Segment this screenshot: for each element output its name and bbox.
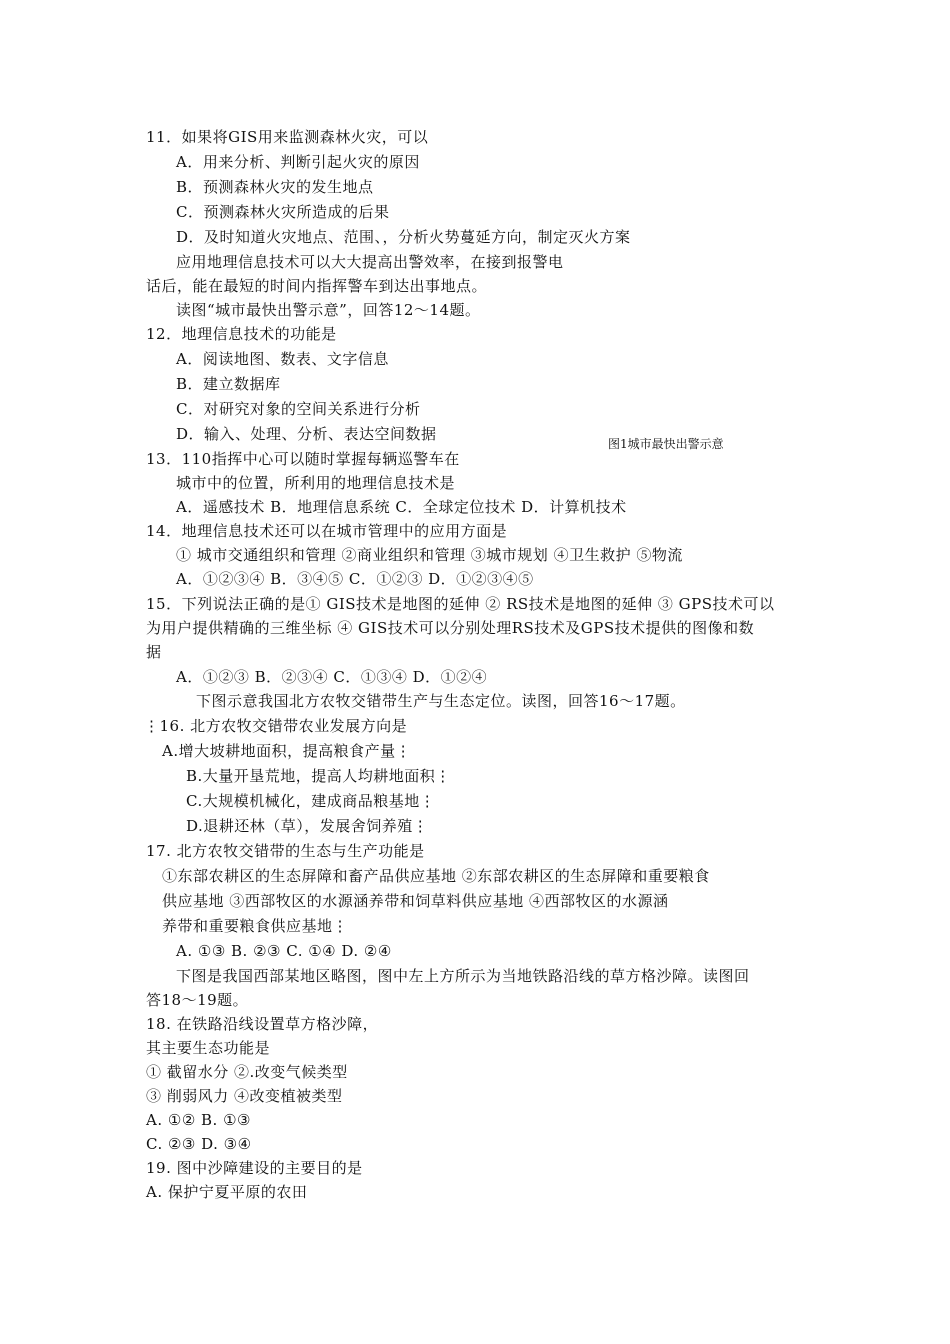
text-line: D.退耕还林（草），发展舍饲养殖⋮ (186, 817, 429, 835)
text-line: 18. 在铁路沿线设置草方格沙障， (146, 1015, 379, 1033)
text-line: B.大量开垦荒地，提高人均耕地面积⋮ (186, 767, 451, 785)
text-line: C．预测森林火灾所造成的后果 (176, 203, 390, 221)
text-line: 17. 北方农牧交错带的生态与生产功能是 (146, 842, 425, 860)
text-line: 应用地理信息技术可以大大提高出警效率，在接到报警电 (176, 253, 564, 271)
text-line: D．及时知道火灾地点、范围、，分析火势蔓延方向，制定灭火方案 (176, 228, 631, 246)
text-line: 15．下列说法正确的是① GIS技术是地图的延伸 ② RS技术是地图的延伸 ③ GPS技术可以 (146, 595, 775, 613)
text-line: ⋮16. 北方农牧交错带农业发展方向是 (144, 717, 408, 735)
text-line: 答18～19题。 (146, 991, 249, 1009)
text-line: ①东部农耕区的生态屏障和畜产品供应基地 ②东部农耕区的生态屏障和重要粮食 (162, 867, 710, 885)
text-line: ① 城市交通组织和管理 ②商业组织和管理 ③城市规划 ④卫生救护 ⑤物流 (176, 546, 683, 564)
text-line: 下图示意我国北方农牧交错带生产与生态定位。读图，回答16～17题。 (196, 692, 686, 710)
text-line: 14．地理信息技术还可以在城市管理中的应用方面是 (146, 522, 508, 540)
text-line: 19. 图中沙障建设的主要目的是 (146, 1159, 363, 1177)
text-line: 城市中的位置，所利用的地理信息技术是 (176, 474, 456, 492)
text-line: C.大规模机械化，建成商品粮基地⋮ (186, 792, 436, 810)
text-line: A.增大坡耕地面积，提高粮食产量⋮ (162, 742, 412, 760)
text-line: D．输入、处理、分析、表达空间数据 (176, 425, 437, 443)
text-line: B．建立数据库 (176, 375, 281, 393)
text-line: 据 (146, 643, 162, 661)
text-line: A. ①② B. ①③ (146, 1111, 251, 1129)
text-line: 11．如果将GIS用来监测森林火灾，可以 (146, 128, 429, 146)
text-line: A．阅读地图、数表、文字信息 (176, 350, 389, 368)
text-line: 供应基地 ③西部牧区的水源涵养带和饲草料供应基地 ④西部牧区的水源涵 (162, 892, 669, 910)
text-line: 话后，能在最短的时间内指挥警车到达出事地点。 (146, 277, 488, 295)
text-line: A．①②③④ B．③④⑤ C．①②③ D．①②③④⑤ (176, 570, 534, 588)
text-line: A. 保护宁夏平原的农田 (146, 1183, 308, 1201)
text-line: 13．110指挥中心可以随时掌握每辆巡警车在 (146, 450, 460, 468)
text-line: 读图“城市最快出警示意”，回答12～14题。 (176, 301, 481, 319)
text-line: 养带和重要粮食供应基地⋮ (162, 917, 349, 935)
figure-caption: 图1城市最快出警示意 (608, 437, 724, 451)
text-line: 12．地理信息技术的功能是 (146, 325, 337, 343)
text-line: C．对研究对象的空间关系进行分析 (176, 400, 421, 418)
text-line: ③ 削弱风力 ④改变植被类型 (146, 1087, 343, 1105)
text-line: A．遥感技术 B．地理信息系统 C．全球定位技术 D．计算机技术 (176, 498, 627, 516)
text-line: 其主要生态功能是 (146, 1039, 271, 1057)
text-line: A．用来分析、判断引起火灾的原因 (176, 153, 420, 171)
text-line: ① 截留水分 ②.改变气候类型 (146, 1063, 348, 1081)
text-line: A．①②③ B．②③④ C．①③④ D．①②④ (176, 668, 488, 686)
text-line: A. ①③ B. ②③ C. ①④ D. ②④ (176, 942, 392, 960)
text-line: B．预测森林火灾的发生地点 (176, 178, 374, 196)
text-line: 下图是我国西部某地区略图，图中左上方所示为当地铁路沿线的草方格沙障。读图回 (176, 967, 750, 985)
text-line: C. ②③ D. ③④ (146, 1135, 252, 1153)
text-line: 为用户提供精确的三维坐标 ④ GIS技术可以分别处理RS技术及GPS技术提供的图像和数 (146, 619, 755, 637)
